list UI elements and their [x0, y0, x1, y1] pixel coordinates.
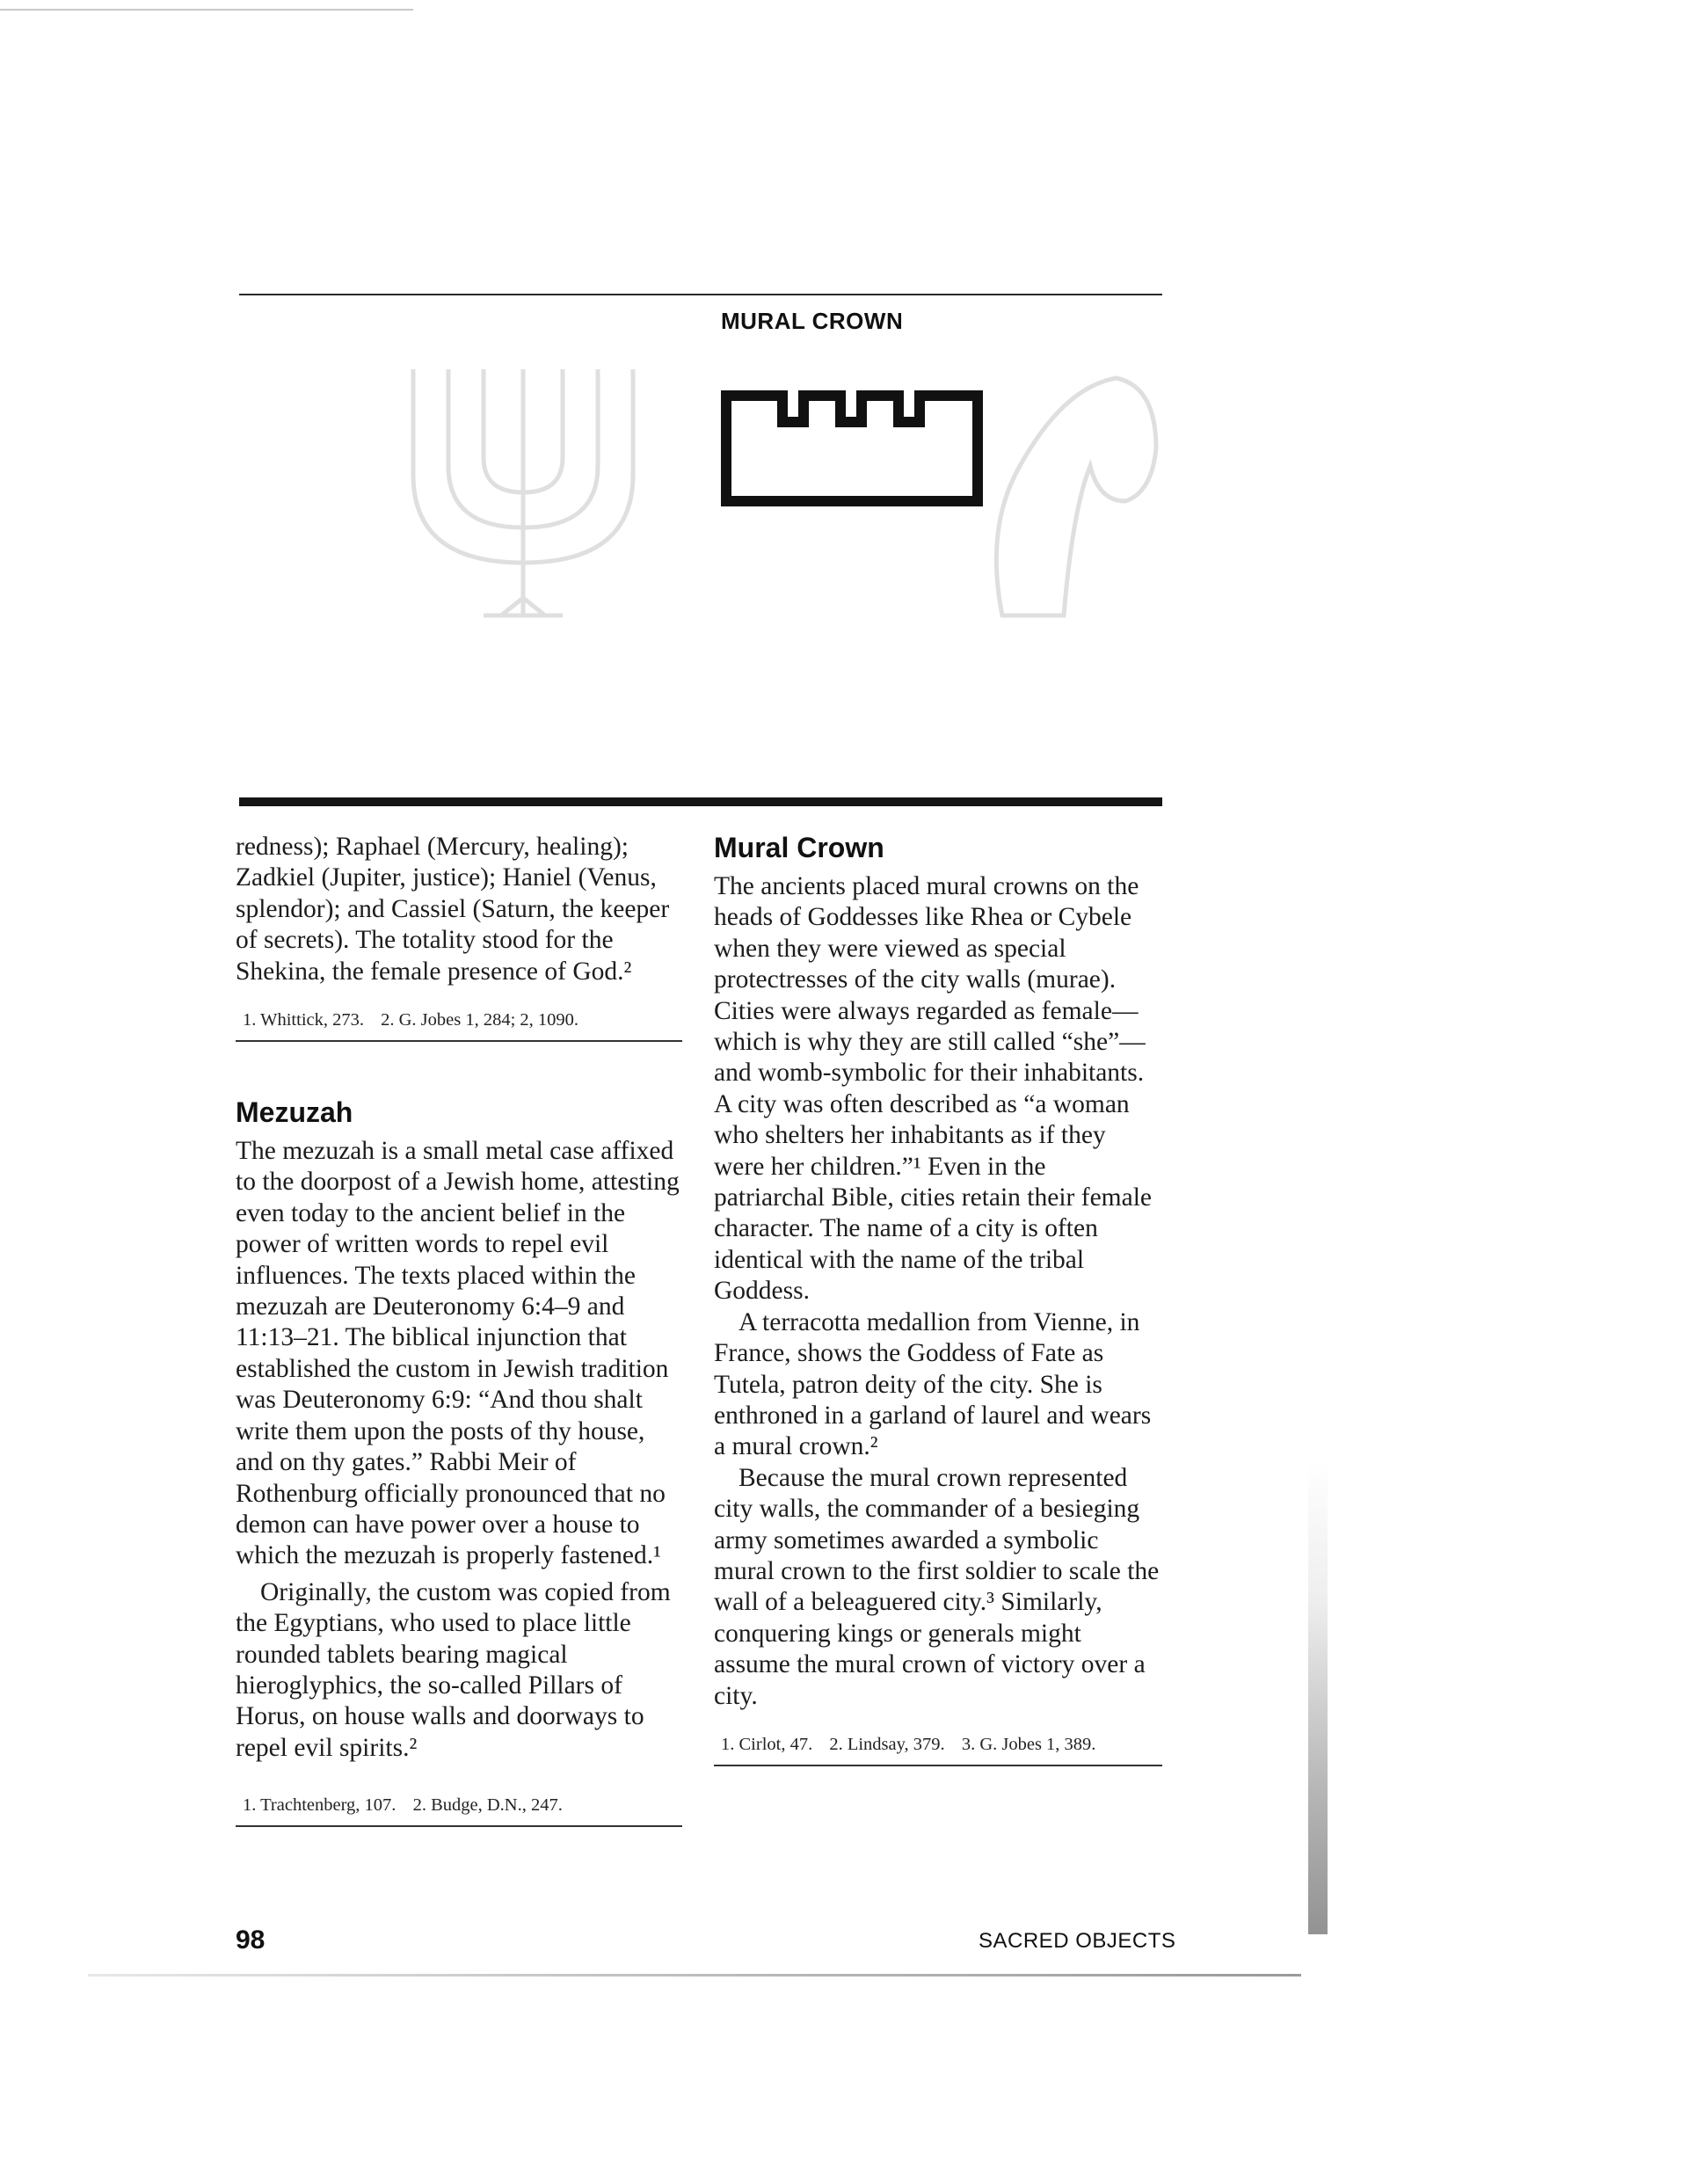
right-column: [714, 832, 1162, 1766]
spacer: [236, 1042, 682, 1096]
mezuzah-paragraph-1: The mezuzah is a small metal case affixed to the doorpost of a Jewish home, attesting even today to the ancient belief in the power of written words to repel evil influences. The texts placed within the mezuzah are Deuteronomy 6:4–9 and 11:13–21. The biblical injunction that established the custom in Jewish tradition was Deuteronomy 6:9: “And thou shalt write them upon the posts of thy house, and on thy gates.” Rabbi Meir of Rothenburg officially pronounced that no demon can have power over a house to which the mezuzah is properly fastened.¹: [236, 1137, 680, 1570]
mural-crown-heading: Mural Crown: [714, 832, 884, 863]
header-rule: [239, 294, 1162, 295]
menorah-icon: [378, 352, 668, 651]
footnote: 1. Cirlot, 47.: [721, 1734, 813, 1754]
footnotes-top: [236, 1008, 682, 1042]
footnote: 3. G. Jobes 1, 389.: [961, 1734, 1096, 1754]
mural-crown-paragraph-1: The ancients placed mural crowns on the heads of Goddesses like Rhea or Cybele when they were viewed as special protectresses of the city walls (murae). Cities were always regarded as female—which is why they are still called “she”—and womb-symbolic for their inhabitants. A city was often described as “a woman who shelters her inhabitants as if they were her children.”¹ Even in the patriarchal Bible, cities retain their female character. The name of a city is often identical with the name of the tribal Goddess.: [714, 872, 1152, 1306]
mural-crown-paragraph-3: Because the mural crown represented city walls, the commander of a besieging army sometimes awarded a symbolic mural crown to the first soldier to scale the wall of a beleaguered city.³ Similarly, conquering kings or generals might assume the mural crown of victory over a city.: [714, 1463, 1160, 1710]
running-footer: SACRED OBJECTS: [979, 1929, 1176, 1953]
scan-edge-right: [1308, 1460, 1328, 1934]
scan-edge-bottom: [88, 1974, 1301, 1977]
mezuzah-paragraph-2: Originally, the custom was copied from the Egyptians, who used to place little rounded tablets bearing magical hieroglyphics, the so-called Pillars of Horus, on house walls and doorways to repel evil spirits.²: [236, 1577, 671, 1762]
footnote: 1. Trachtenberg, 107.: [243, 1795, 397, 1816]
page-header-title: MURAL CROWN: [721, 308, 904, 334]
scan-edge-top: [0, 9, 413, 11]
illustration-rule: [239, 797, 1162, 806]
page-number: 98: [236, 1926, 266, 1955]
mural-crown-paragraph-2: A terracotta medallion from Vienne, in France, shows the Goddess of Fate as Tutela, patron deity of the city. She is enthroned in a garland of laurel and wears a mural crown.²: [714, 1307, 1152, 1461]
left-column: [236, 832, 682, 1827]
footnote: 2. Lindsay, 379.: [829, 1734, 945, 1754]
footnotes-mezuzah: [236, 1794, 682, 1827]
mural-crown-icon: [717, 387, 986, 510]
footnote: 2. G. Jobes 1, 284; 2, 1090.: [381, 1010, 579, 1030]
continuation-paragraph: redness); Raphael (Mercury, healing); Zadkiel (Jupiter, justice); Haniel (Venus, splendor); and Cassiel (Saturn, the keeper of secrets). The totality stood for the Shekina, the female presence of God.²: [236, 833, 670, 986]
footnotes-mural-crown: [714, 1733, 1162, 1766]
footnote: 1. Whittick, 273.: [243, 1010, 364, 1030]
mezuzah-heading: Mezuzah: [236, 1096, 353, 1129]
footnote: 2. Budge, D.N., 247.: [412, 1795, 563, 1816]
horn-icon: [967, 352, 1169, 633]
